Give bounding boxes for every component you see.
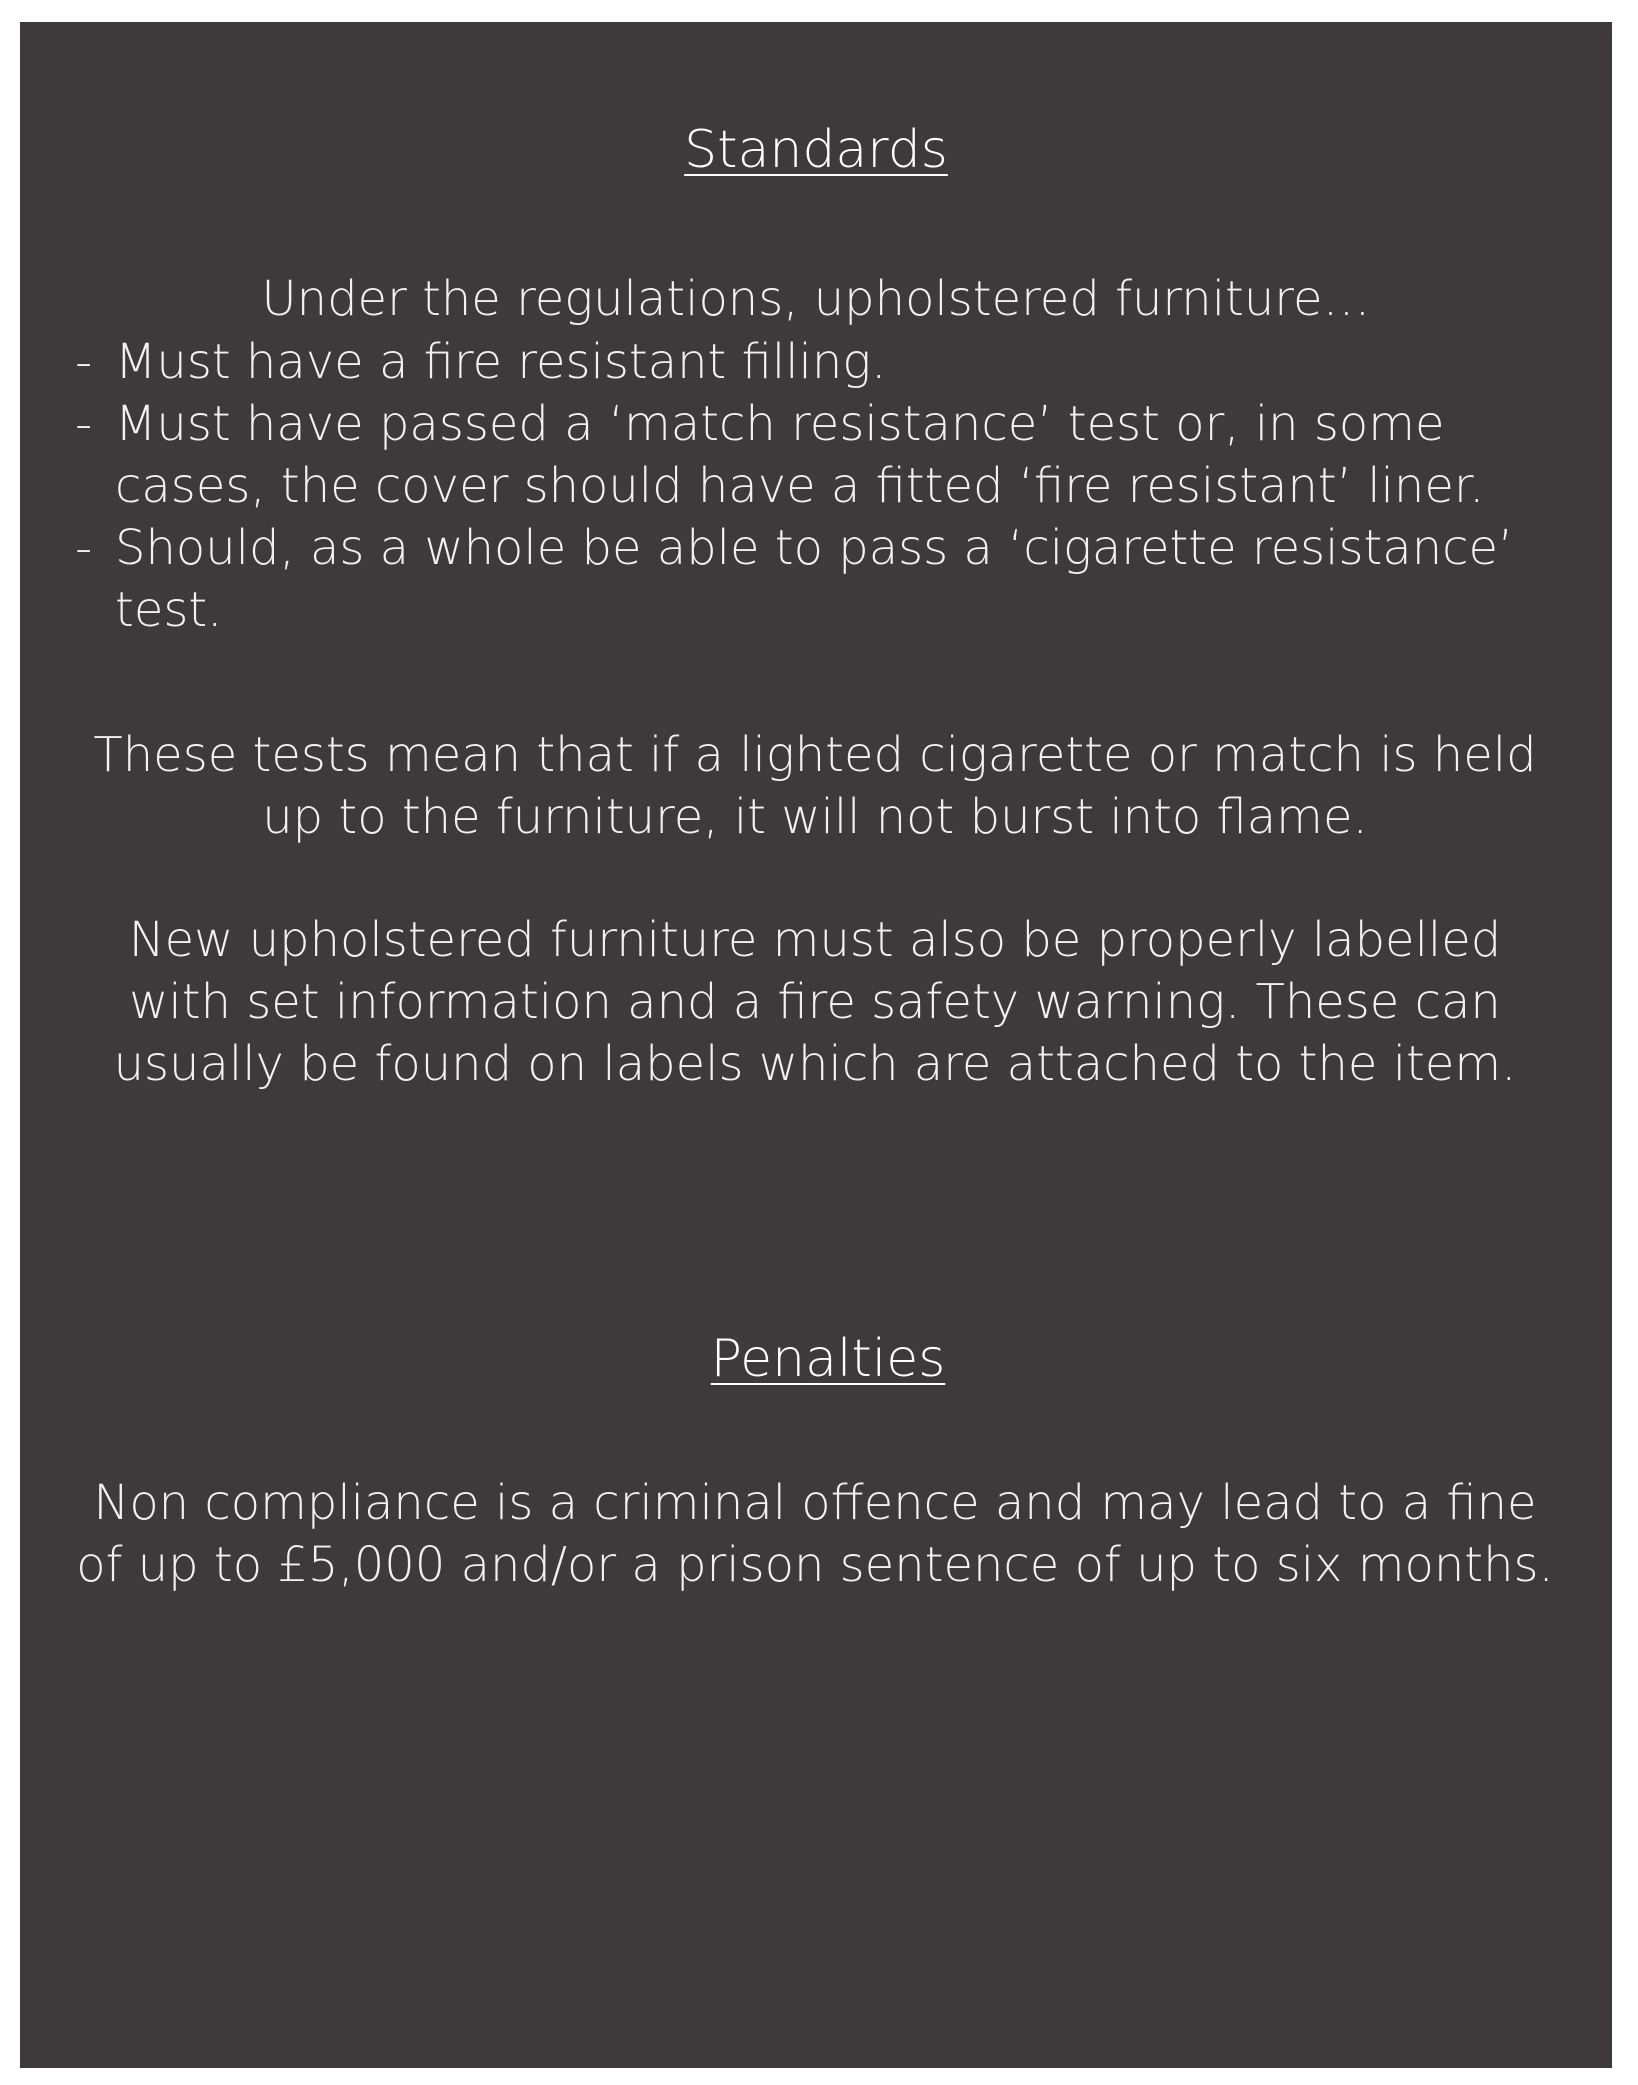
bullet-marker: -: [75, 334, 93, 390]
penalties-paragraph: Non compliance is a criminal offence and may lead to a fine of up to £5,000 and/or a prison sentence of up to six months.: [76, 1475, 1554, 1593]
tests-paragraph: These tests mean that if a lighted cigarette or match is held up to the furniture, it will not burst into flame.: [93, 727, 1537, 845]
bullet-match-resistance: [75, 393, 1575, 517]
bullet-marker: -: [75, 520, 93, 576]
info-panel: [20, 22, 1612, 2068]
bullet-fire-resistant-filling: [75, 331, 1575, 393]
bullet-text: Should, as a whole be able to pass a ‘cigarette resistance’ test.: [115, 520, 1514, 638]
bullet-marker: -: [75, 396, 93, 452]
bullet-text: Must have passed a ‘match resistance’ test or, in some cases, the cover should have a fitted ‘fire resistant’ liner.: [115, 396, 1485, 514]
standards-heading: Standards: [684, 120, 948, 180]
standards-bullet-list: [75, 331, 1575, 641]
labelling-paragraph: New upholstered furniture must also be properly labelled with set information and a fire safety warning. These can usually be found on labels which are attached to the item.: [113, 912, 1517, 1092]
penalties-heading: Penalties: [710, 1329, 946, 1389]
standards-intro: Under the regulations, upholstered furniture…: [261, 271, 1371, 327]
bullet-cigarette-resistance: [75, 517, 1575, 641]
bullet-text: Must have a fire resistant filling.: [115, 334, 887, 390]
